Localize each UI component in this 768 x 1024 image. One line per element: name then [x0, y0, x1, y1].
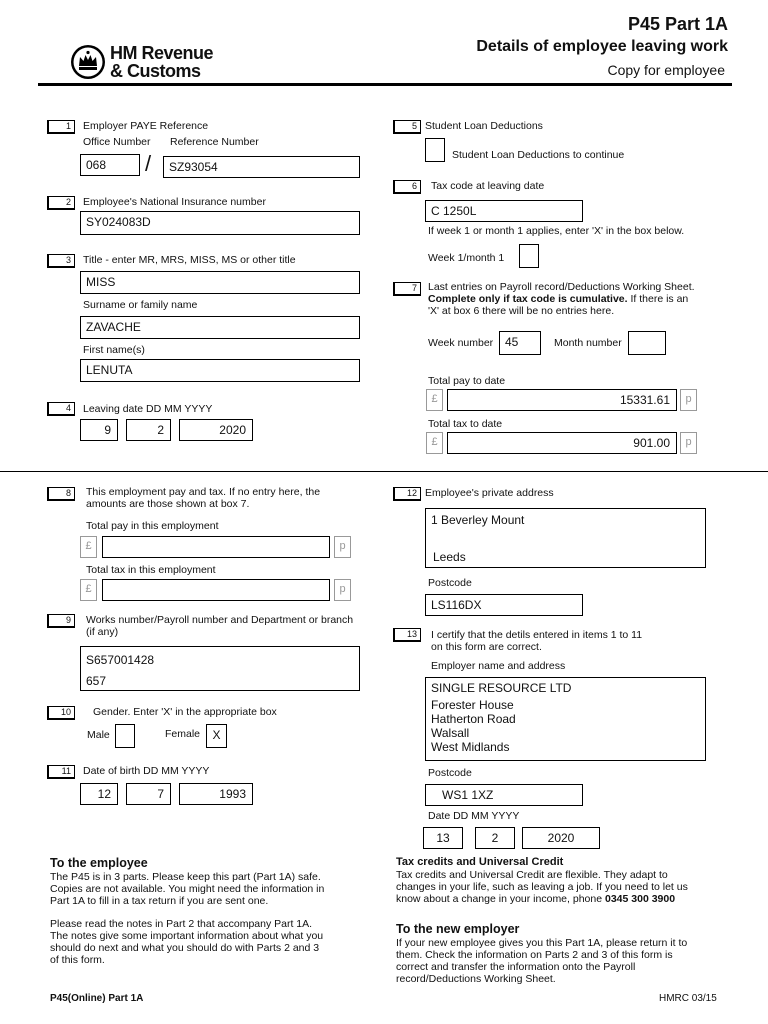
week1-label: Week 1/month 1: [428, 252, 505, 264]
total-tax-pound-box: £: [426, 432, 443, 454]
box13-line2: on this form are correct.: [431, 641, 542, 653]
tax-credits-l3-text: know about a change in your income, phone: [396, 893, 605, 905]
new-employer-l3: correct and transfer the information onto the Payroll: [396, 961, 636, 973]
cert-month-field[interactable]: 2: [475, 827, 515, 849]
cert-date-label: Date DD MM YYYY: [428, 810, 520, 822]
tax-credits-phone: 0345 300 3900: [604, 893, 676, 905]
tax-credits-text: [396, 869, 688, 905]
total-pay-to-date-field[interactable]: 15331.61: [447, 389, 677, 411]
box9-line2: (if any): [86, 626, 119, 638]
leaving-day-field[interactable]: 9: [80, 419, 118, 441]
hmrc-logo: [70, 43, 220, 83]
box9-line1: Works number/Payroll number and Department or branch: [86, 614, 354, 626]
box8-line2: amounts are those shown at box 7.: [86, 498, 250, 510]
box-number-9: 9: [47, 614, 75, 628]
employer-postcode-field[interactable]: WS1 1XZ: [425, 784, 583, 806]
works-number-field[interactable]: [80, 646, 360, 691]
box-number-3: 3: [47, 254, 75, 268]
month-number-field[interactable]: [628, 331, 666, 355]
box-number-10: 10: [47, 706, 75, 720]
student-loan-continue-label: Student Loan Deductions to continue: [452, 149, 625, 161]
leaving-month-field[interactable]: 2: [126, 419, 171, 441]
form-title: P45 Part 1A: [627, 14, 728, 34]
student-loan-continue-checkbox[interactable]: [425, 138, 445, 162]
first-name-field[interactable]: LENUTA: [80, 359, 360, 382]
dob-month-field[interactable]: 7: [126, 783, 171, 805]
new-employer-l1: If your new employee gives you this Part 1A, please return it to: [396, 937, 688, 949]
box10-label: Gender. Enter 'X' in the appropriate box: [93, 706, 277, 718]
tax-in-employment-field[interactable]: [102, 579, 330, 601]
box-number-7: 7: [393, 282, 421, 296]
private-postcode-field[interactable]: LS116DX: [425, 594, 583, 616]
pay-in-employment-field[interactable]: [102, 536, 330, 558]
office-number-field[interactable]: 068: [80, 154, 140, 176]
tax-credits-l3: [396, 893, 688, 905]
box-number-12: 12: [393, 487, 421, 501]
footer-right: HMRC 03/15: [659, 993, 717, 1004]
box-number-8: 8: [47, 487, 75, 501]
pay-in-employment-label: Total pay in this employment: [86, 520, 219, 532]
box-number-4: 4: [47, 402, 75, 416]
employer-name: SINGLE RESOURCE LTD: [431, 681, 572, 695]
female-checkbox[interactable]: X: [206, 724, 227, 748]
tax-credits-l1: Tax credits and Universal Credit are flexible. They adapt to: [396, 869, 668, 881]
box3-label: Title - enter MR, MRS, MISS, MS or other title: [83, 254, 296, 266]
address-line2: Leeds: [433, 550, 466, 564]
new-employer-l4: record/Deductions Working Sheet.: [396, 973, 556, 985]
week1-checkbox[interactable]: [519, 244, 539, 268]
leaving-year-field[interactable]: 2020: [179, 419, 253, 441]
week1-note: If week 1 or month 1 applies, enter 'X' in the box below.: [428, 225, 685, 237]
box12-label: Employee's private address: [425, 487, 554, 499]
to-employee-p1-l2: Copies are not available. You might need the information in: [50, 883, 325, 895]
employer-addr-line3: Walsall: [431, 726, 470, 740]
header-rule: [38, 83, 732, 86]
dob-year-field[interactable]: 1993: [179, 783, 253, 805]
private-postcode-label: Postcode: [428, 577, 472, 589]
box7-line3: 'X' at box 6 there will be no entries here.: [428, 305, 615, 317]
surname-field[interactable]: ZAVACHE: [80, 316, 360, 339]
title-field[interactable]: MISS: [80, 271, 360, 294]
total-pay-to-date-label: Total pay to date: [428, 375, 506, 387]
first-name-label: First name(s): [83, 344, 145, 356]
ni-number-field[interactable]: SY024083D: [80, 211, 360, 235]
box2-label: Employee's National Insurance number: [83, 196, 266, 208]
total-pay-pound-box: £: [426, 389, 443, 411]
tax-credits-l2: changes in your life, such as leaving a job. If you need to let us: [396, 881, 688, 893]
box-number-2: 2: [47, 196, 75, 210]
crown-crest-icon: [70, 44, 106, 80]
reference-separator: /: [145, 151, 152, 176]
new-employer-text: [396, 937, 687, 985]
dob-day-field[interactable]: 12: [80, 783, 118, 805]
box7-line2-rest: If there is an: [627, 293, 689, 305]
cert-year-field[interactable]: 2020: [522, 827, 600, 849]
cert-day-field[interactable]: 13: [423, 827, 463, 849]
employer-addr-line4: West Midlands: [431, 740, 510, 754]
to-employee-p2-l3: should do next and what you should do with Parts 2 and 3: [50, 942, 320, 954]
total-tax-to-date-label: Total tax to date: [428, 418, 503, 430]
box8-line1: This employment pay and tax. If no entry here, the: [86, 486, 321, 498]
section-divider: [0, 471, 768, 472]
employer-label: Employer name and address: [431, 660, 566, 672]
total-tax-pence-box: p: [680, 432, 697, 454]
male-label: Male: [87, 729, 110, 741]
new-employer-l2: them. Check the information on Parts 2 and 3 of this form is: [396, 949, 673, 961]
org-name-line1: HM Revenue: [110, 43, 214, 63]
reference-number-label: Reference Number: [170, 136, 259, 148]
female-label: Female: [165, 728, 201, 740]
total-tax-to-date-field[interactable]: 901.00: [447, 432, 677, 454]
to-employee-p2-l2: The notes give some important information about what you: [50, 930, 324, 942]
box-number-6: 6: [393, 180, 421, 194]
box7-line2-bold: Complete only if tax code is cumulative.: [428, 293, 628, 305]
month-number-label: Month number: [554, 337, 622, 349]
employer-addr-line1: Forester House: [431, 698, 514, 712]
form-subtitle: Details of employee leaving work: [476, 38, 728, 55]
to-employee-heading: To the employee: [50, 856, 148, 870]
private-address-field[interactable]: [425, 508, 706, 568]
box5-label: Student Loan Deductions: [425, 120, 543, 132]
employer-postcode-label: Postcode: [428, 767, 472, 779]
to-employee-p1-l3: Part 1A to fill in a tax return if you are sent one.: [50, 895, 269, 907]
to-employee-text: [50, 871, 324, 966]
male-checkbox[interactable]: [115, 724, 135, 748]
tax-pence-box: p: [334, 579, 351, 601]
box6-label: Tax code at leaving date: [431, 180, 545, 192]
works-number-line1: S657001428: [86, 653, 155, 667]
employer-address-field[interactable]: [425, 677, 706, 761]
box13-line1: I certify that the detils entered in items 1 to 11: [431, 629, 643, 641]
box-number-5: 5: [393, 120, 421, 134]
surname-label: Surname or family name: [83, 299, 198, 311]
box-number-1: 1: [47, 120, 75, 134]
box11-label: Date of birth DD MM YYYY: [83, 765, 210, 777]
office-number-label: Office Number: [83, 136, 151, 148]
box1-label: Employer PAYE Reference: [83, 120, 209, 132]
tax-pound-box: £: [80, 579, 97, 601]
works-number-line2: 657: [86, 674, 107, 688]
to-employee-p2-l1: Please read the notes in Part 2 that accompany Part 1A.: [50, 918, 313, 930]
box7-line1: Last entries on Payroll record/Deductions Working Sheet.: [428, 281, 695, 293]
tax-credits-heading: Tax credits and Universal Credit: [396, 856, 564, 868]
employer-addr-line2: Hatherton Road: [431, 712, 516, 726]
total-pay-pence-box: p: [680, 389, 697, 411]
footer-left: P45(Online) Part 1A: [50, 993, 144, 1004]
address-line1: 1 Beverley Mount: [431, 513, 525, 527]
tax-code-field[interactable]: C 1250L: [425, 200, 583, 222]
copy-label: Copy for employee: [607, 62, 725, 78]
week-number-field[interactable]: 45: [499, 331, 541, 355]
pay-pound-box: £: [80, 536, 97, 558]
box-number-13: 13: [393, 628, 421, 642]
box-number-11: 11: [47, 765, 75, 779]
box4-label: Leaving date DD MM YYYY: [83, 403, 213, 415]
tax-in-employment-label: Total tax in this employment: [86, 564, 216, 576]
to-employee-p2-l4: of this form.: [50, 954, 105, 966]
week-number-label: Week number: [428, 337, 494, 349]
to-employee-p1-l1: The P45 is in 3 parts. Please keep this part (Part 1A) safe.: [50, 871, 321, 883]
box7-line2: [428, 293, 688, 305]
org-name-line2: & Customs: [110, 61, 201, 81]
reference-number-field[interactable]: SZ93054: [163, 156, 360, 178]
pay-pence-box: p: [334, 536, 351, 558]
new-employer-heading: To the new employer: [396, 922, 520, 936]
